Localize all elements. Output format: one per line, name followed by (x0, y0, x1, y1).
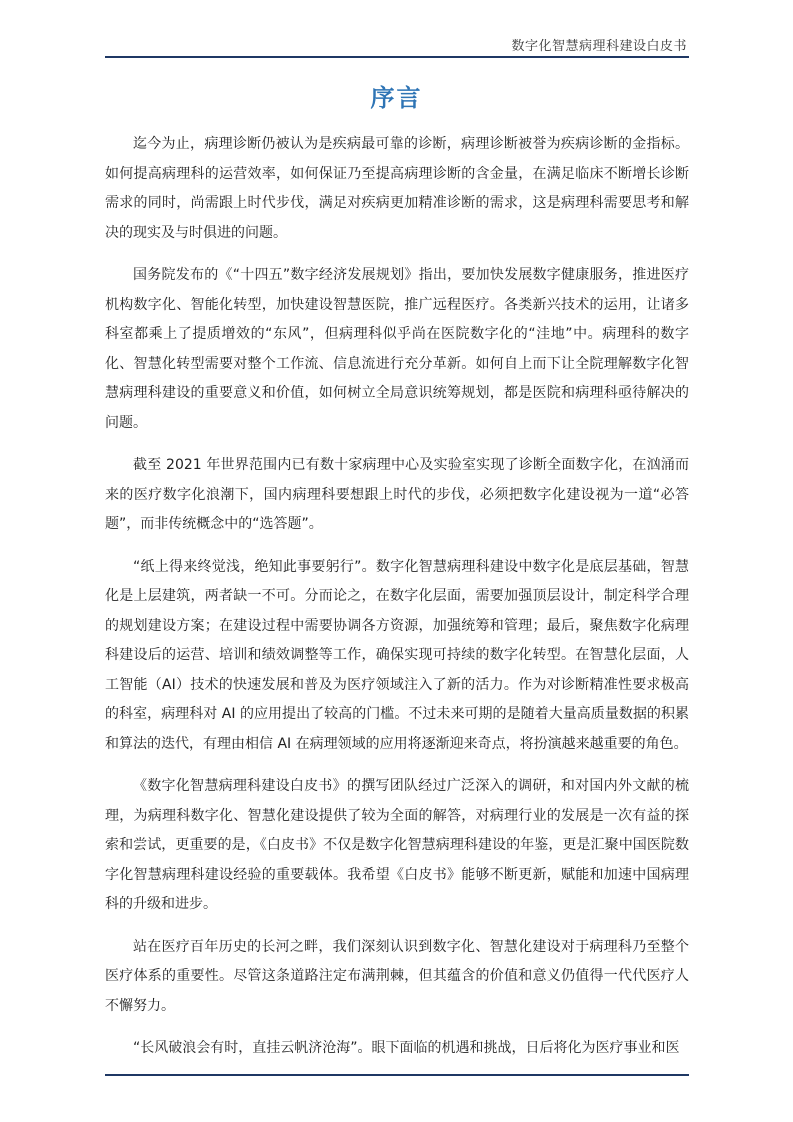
paragraph: 截至 2021 年世界范围内已有数十家病理中心及实验室实现了诊断全面数字化，在汹涌而来的医疗数字化浪潮下，国内病理科要想跟上时代的步伐，必须把数字化建设视为一道“必答题”，而非传统概念中的“选答题”。 (105, 457, 689, 532)
page-title: 序言 (370, 84, 423, 112)
paragraph: 《数字化智慧病理科建设白皮书》的撰写团队经过广泛深入的调研，和对国内外文献的梳理，为病理科数字化、智慧化建设提供了较为全面的解答，对病理行业的发展是一次有益的探索和尝试，更重要的是，《白皮书》不仅是数字化智慧病理科建设的年鉴，更是汇聚中国医院数字化智慧病理科建设经验的重要载体。我希望《白皮书》能够不断更新，赋能和加速中国病理科的升级和进步。 (105, 778, 689, 912)
header-divider (105, 56, 689, 58)
body-text (105, 130, 689, 1077)
paragraph: 迄今为止，病理诊断仍被认为是疾病最可靠的诊断，病理诊断被誉为疾病诊断的金指标。如何提高病理科的运营效率，如何保证乃至提高病理诊断的含金量，在满足临床不断增长诊断需求的同时，尚需跟上时代步伐，满足对疾病更加精准诊断的需求，这是病理科需要思考和解决的现实及与时俱进的问题。 (105, 136, 689, 241)
paragraph: “长风破浪会有时，直挂云帆济沧海”。眼下面临的机遇和挑战，日后将化为医疗事业和医 (133, 1040, 680, 1056)
footer-divider (105, 1074, 689, 1076)
running-header-title: 数字化智慧病理科建设白皮书 (511, 39, 687, 54)
paragraph: 国务院发布的《“十四五”数字经济发展规划》指出，要加快发展数字健康服务，推进医疗机构数字化、智能化转型，加快建设智慧医院，推广远程医疗。各类新兴技术的运用，让诸多科室都乘上了提质增效的“东风”，但病理科似乎尚在医院数字化的“洼地”中。病理科的数字化、智慧化转型需要对整个工作流、信息流进行充分革新。如何自上而下让全院理解数字化智慧病理科建设的重要意义和价值，如何树立全局意识统筹规划，都是医院和病理科亟待解决的问题。 (105, 267, 689, 431)
paragraph: “纸上得来终觉浅，绝知此事要躬行”。数字化智慧病理科建设中数字化是底层基础，智慧化是上层建筑，两者缺一不可。分而论之，在数字化层面，需要加强顶层设计，制定科学合理的规划建设方案；在建设过程中需要协调各方资源，加强统筹和管理；最后，聚焦数字化病理科建设后的运营、培训和绩效调整等工作，确保实现可持续的数字化转型。在智慧化层面，人工智能（AI）技术的快速发展和普及为医疗领域注入了新的活力。作为对诊断精准性要求极高的科室，病理科对 AI 的应用提出了较高的门槛。不过未来可期的是随着大量高质量数据的积累和算法的迭代，有理由相信 AI 在病理领域的应用将逐渐迎来奇点，将扮演越来越重要的角色。 (105, 558, 689, 752)
paragraph: 站在医疗百年历史的长河之畔，我们深刻认识到数字化、智慧化建设对于病理科乃至整个医疗体系的重要性。尽管这条道路注定布满荆棘，但其蕴含的价值和意义仍值得一代代医疗人不懈努力。 (105, 938, 689, 1014)
